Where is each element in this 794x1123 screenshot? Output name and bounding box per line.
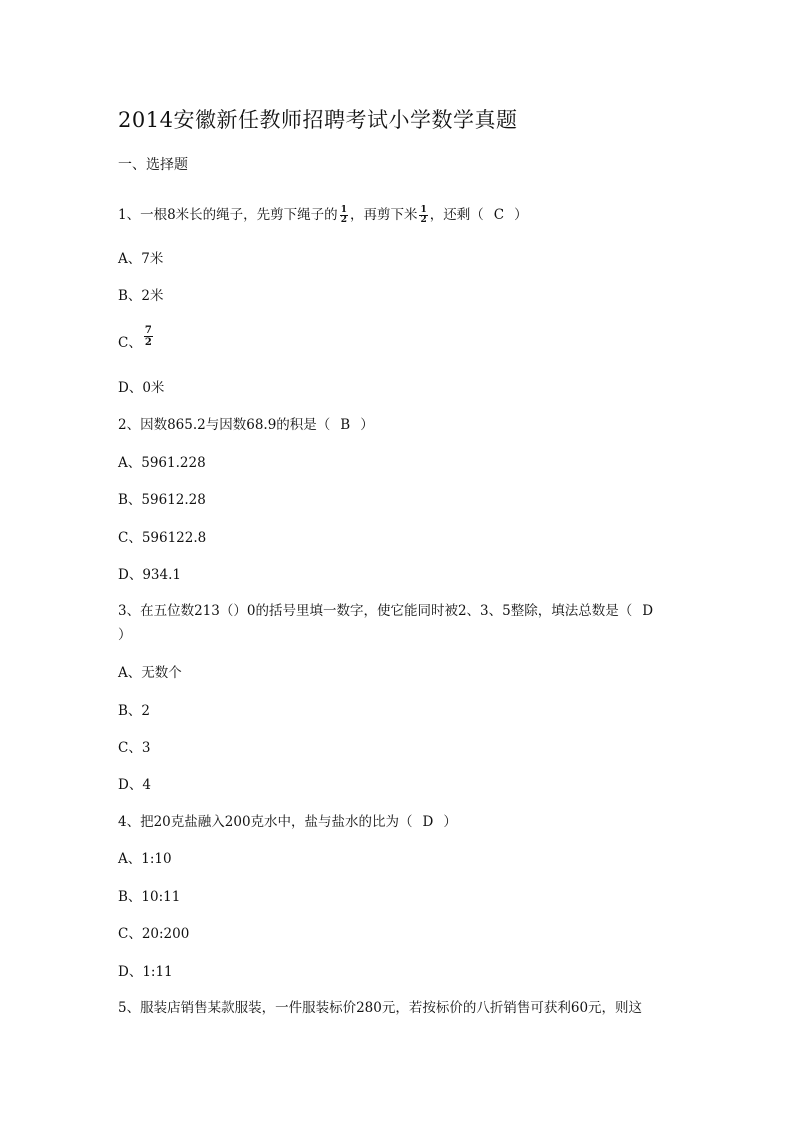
section-heading: 一、选择题 xyxy=(118,157,188,173)
question-1-option-a: A、7米 xyxy=(118,251,164,267)
question-3-stem: 3、在五位数213（）0的括号里填一数字，使它能同时被2、3、5整除，填法总数是（ D xyxy=(118,603,654,619)
question-1-option-d: D、0米 xyxy=(118,380,165,396)
question-1-stem: 1、一根8米长的绳子，先剪下绳子的 $\frac{1}{2}$ ，再剪下米 $\frac{1}{2}$ ，还剩（ C ） xyxy=(118,205,528,225)
question-3-option-a: A、无数个 xyxy=(118,665,182,681)
question-2-answer: B xyxy=(340,417,351,433)
question-2-option-c: C、596122.8 xyxy=(118,530,207,546)
question-2-stem: 2、因数865.2与因数68.9的积是（ B ） xyxy=(118,417,374,433)
question-4-stem: 4、把20克盐融入200克水中，盐与盐水的比为（ D ） xyxy=(118,814,457,830)
question-3-option-b: B、2 xyxy=(118,703,151,719)
fraction-seven-halves: $\frac{7}{2}$ xyxy=(144,325,152,348)
question-1-text-part3: ，还剩（ xyxy=(429,207,484,223)
fraction-one-half: $\frac{1}{2}$ xyxy=(340,205,347,225)
question-4-answer: D xyxy=(422,814,434,830)
page-title: 2014安徽新任教师招聘考试小学数学真题 xyxy=(118,108,518,132)
question-1-text-part2: ，再剪下米 xyxy=(349,207,418,223)
question-1-text-part1: 1、一根8米长的绳子，先剪下绳子的 xyxy=(118,207,338,223)
question-3-option-c: C、3 xyxy=(118,740,151,756)
question-4-option-a: A、1:10 xyxy=(118,851,172,867)
question-3-option-d: D、4 xyxy=(118,777,151,793)
question-5-stem: 5、服装店销售某款服装，一件服装标价280元，若按标价的八折销售可获利60元，则这 xyxy=(118,1000,643,1016)
question-1-answer: C xyxy=(493,207,505,223)
question-4-option-c: C、20:200 xyxy=(118,926,190,942)
question-2-option-b: B、59612.28 xyxy=(118,492,206,508)
fraction-one-half: $\frac{1}{2}$ xyxy=(420,205,427,225)
question-1-option-b: B、2米 xyxy=(118,288,164,304)
question-1-option-c: C、 $\frac{7}{2}$ xyxy=(118,325,152,351)
question-4-option-d: D、1:11 xyxy=(118,964,173,980)
question-3-stem-continued: ） xyxy=(118,627,132,643)
question-4-option-b: B、10:11 xyxy=(118,889,181,905)
question-2-option-d: D、934.1 xyxy=(118,567,181,583)
question-3-answer: D xyxy=(642,603,654,619)
question-2-option-a: A、5961.228 xyxy=(118,455,206,471)
